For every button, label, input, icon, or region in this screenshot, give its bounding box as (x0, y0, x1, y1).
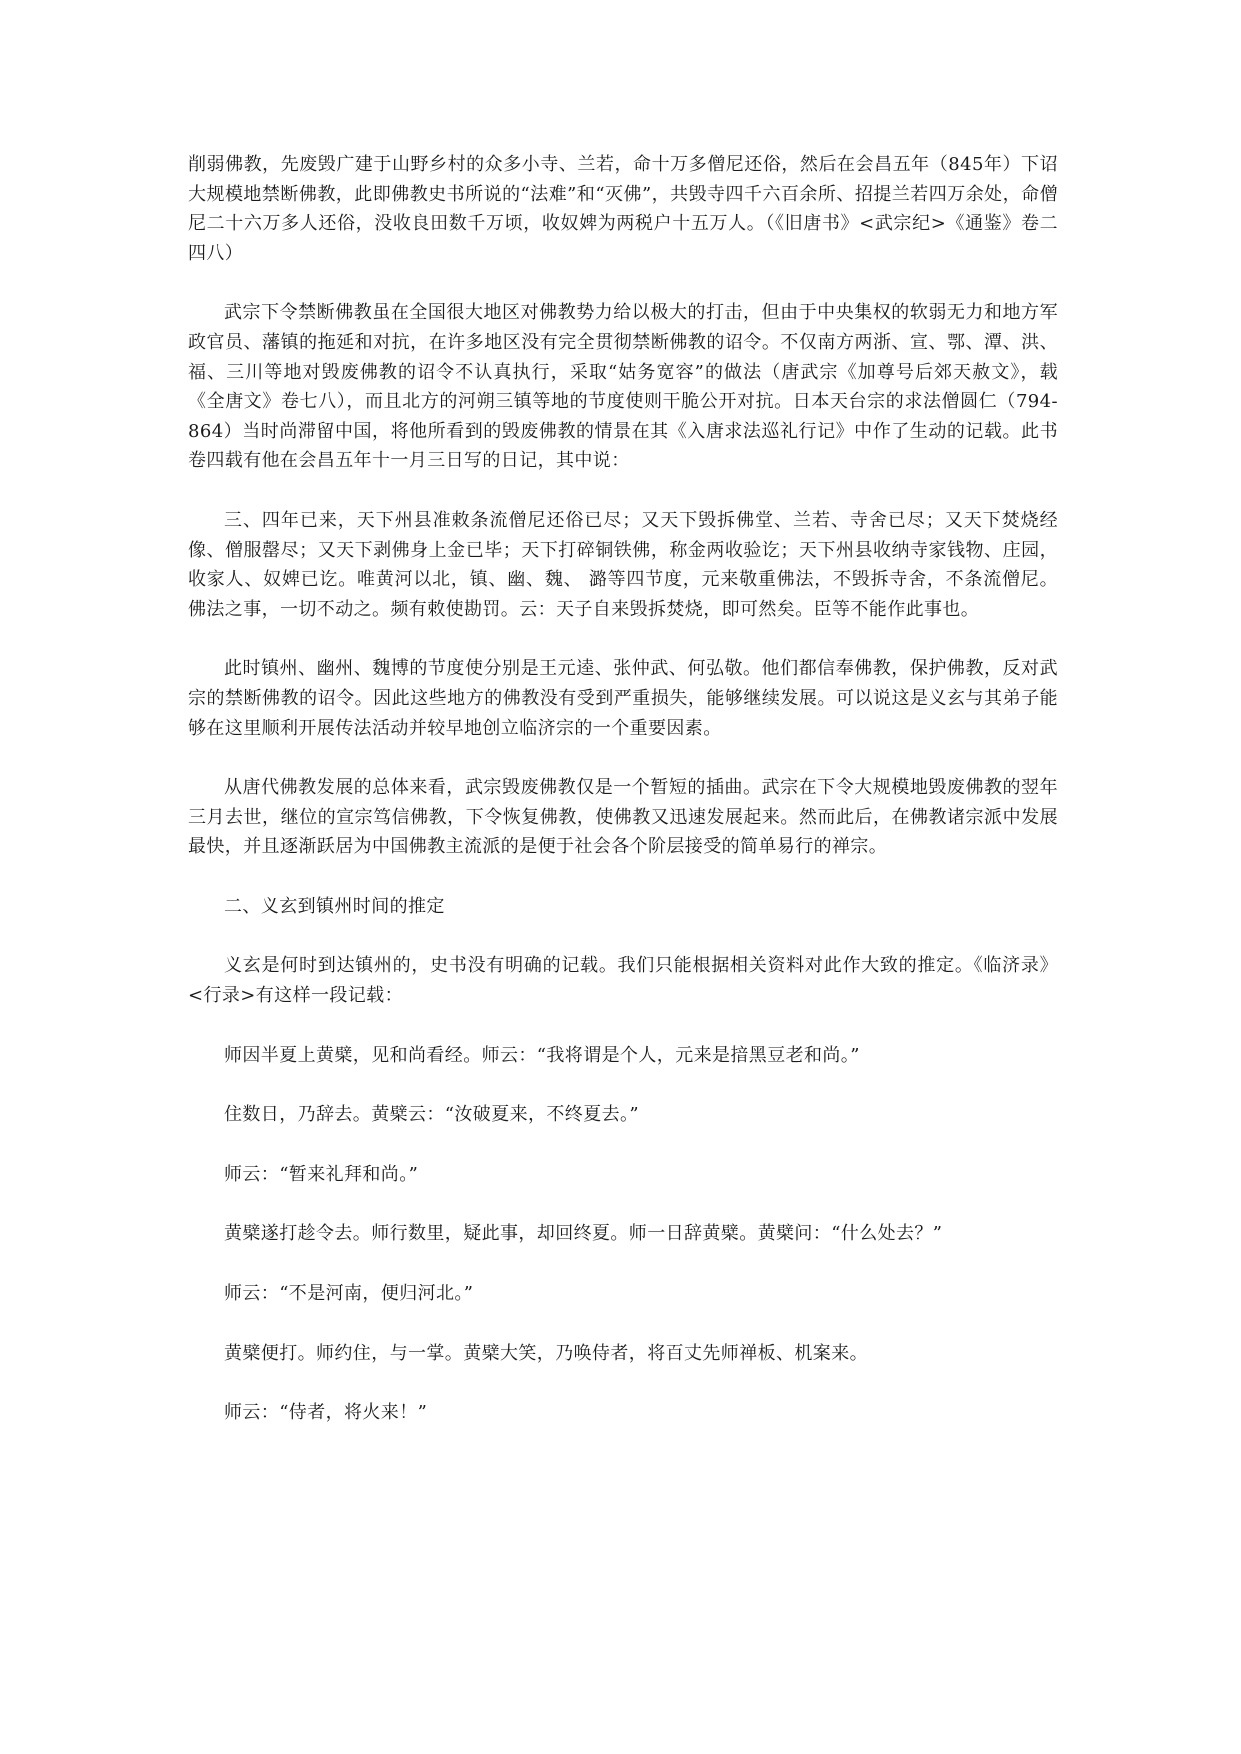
paragraph-6: 义玄是何时到达镇州的，史书没有明确的记载。我们只能根据相关资料对此作大致的推定。《临济录》<行录>有这样一段记载： (188, 955, 1058, 1007)
paragraph-2: 武宗下令禁断佛教虽在全国很大地区对佛教势力给以极大的打击，但由于中央集权的软弱无力和地方军政官员、藩镇的拖延和对抗，在许多地区没有完全贯彻禁断佛教的诏令。不仅南方两浙、宣、鄂、潭、洪、福、三川等地对毁废佛教的诏令不认真执行，采取“姑务宽容”的做法（唐武宗《加尊号后郊天赦文》，载《全唐文》卷七八），而且北方的河朔三镇等地的节度使则干脆公开对抗。日本天台宗的求法僧圆仁（794-864）当时尚滞留中国，将他所看到的毁废佛教的情景在其《入唐求法巡礼行记》中作了生动的记载。此书卷四载有他在会昌五年十一月三日写的日记，其中说： (188, 302, 1058, 472)
document-page (188, 150, 1058, 1428)
quote-line-5: 师云：“不是河南，便归河北。” (224, 1283, 474, 1305)
paragraph-5: 从唐代佛教发展的总体来看，武宗毁废佛教仅是一个暂短的插曲。武宗在下令大规模地毁废佛教的翌年三月去世，继位的宣宗笃信佛教，下令恢复佛教，使佛教又迅速发展起来。然而此后，在佛教诸宗派中发展最快，并且逐渐跃居为中国佛教主流派的是便于社会各个阶层接受的简单易行的禅宗。 (188, 777, 1058, 858)
quote-line-3: 师云：“暂来礼拜和尚。” (224, 1163, 419, 1185)
quote-line-2: 住数日，乃辞去。黄檗云：“汝破夏来，不终夏去。” (224, 1104, 640, 1126)
paragraph-4: 此时镇州、幽州、魏博的节度使分别是王元逵、张仲武、何弘敬。他们都信奉佛教，保护佛教，反对武宗的禁断佛教的诏令。因此这些地方的佛教没有受到严重损失，能够继续发展。可以说这是义玄与其弟子能够在这里顺利开展传法活动并较早地创立临济宗的一个重要因素。 (188, 658, 1058, 739)
quote-line-4: 黄檗遂打趁令去。师行数里，疑此事，却回终夏。师一日辞黄檗。黄檗问：“什么处去？” (224, 1223, 943, 1245)
quote-line-6: 黄檗便打。师约住，与一掌。黄檗大笑，乃唤侍者，将百丈先师禅板、机案来。 (224, 1342, 868, 1364)
quote-line-7: 师云：“侍者，将火来！” (224, 1402, 428, 1424)
paragraph-3: 三、四年已来，天下州县准敕条流僧尼还俗已尽；又天下毁拆佛堂、兰若、寺舍已尽；又天下焚烧经像、僧服罄尽；又天下剥佛身上金已毕；天下打碎铜铁佛，称金两收验讫；天下州县收纳寺家钱物、庄园，收家人、奴婢已讫。唯黄河以北，镇、幽、魏、 潞等四节度，元来敬重佛法，不毁拆寺舍，不条流僧尼。佛法之事，一切不动之。频有敕使勘罚。云：天子自来毁拆焚烧，即可然矣。臣等不能作此事也。 (188, 509, 1058, 620)
quote-line-1: 师因半夏上黄檗，见和尚看经。师云：“我将谓是个人，元来是揞黑豆老和尚。” (224, 1044, 860, 1066)
section-heading: 二、义玄到镇州时间的推定 (224, 895, 445, 917)
paragraph-1: 削弱佛教，先废毁广建于山野乡村的众多小寺、兰若，命十万多僧尼还俗，然后在会昌五年（845年）下诏大规模地禁断佛教，此即佛教史书所说的“法难”和“灭佛”，共毁寺四千六百余所、招提兰若四万余处，命僧尼二十六万多人还俗，没收良田数千万顷，收奴婢为两税户十五万人。（《旧唐书》<武宗纪>《通鉴》卷二四八） (188, 154, 1058, 264)
